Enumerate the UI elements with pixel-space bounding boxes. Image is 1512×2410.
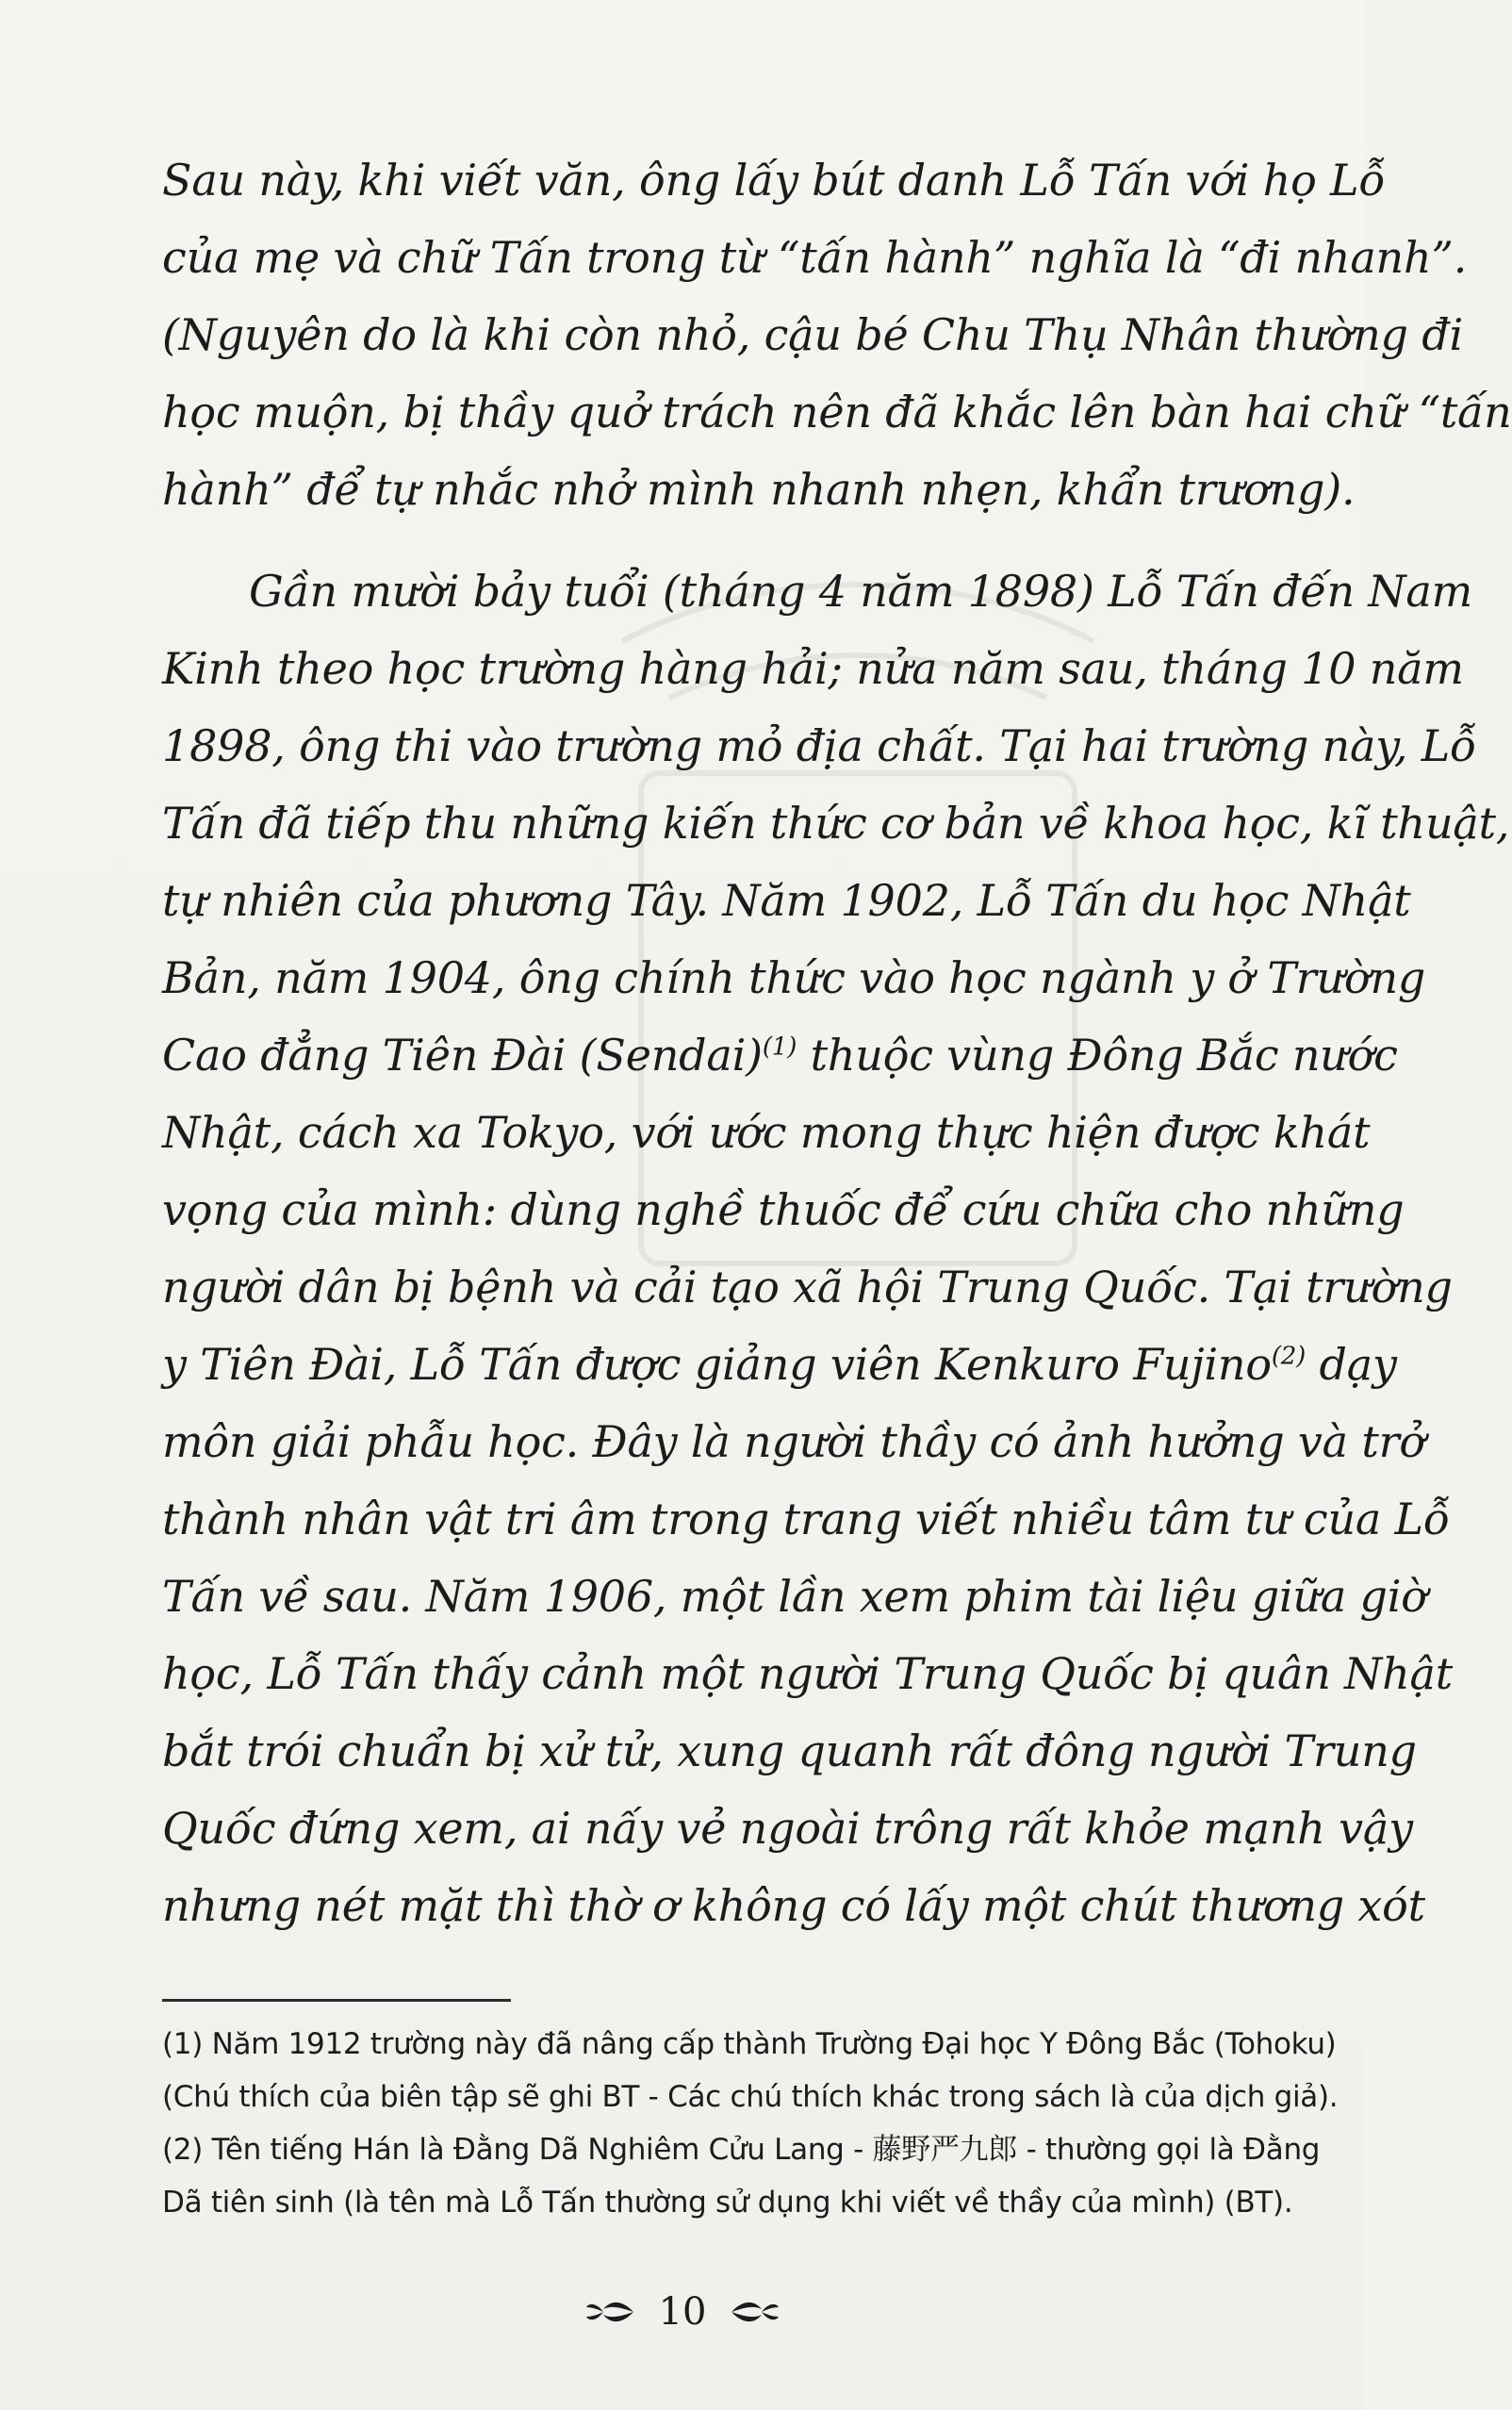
page-number-text: 10 — [658, 2290, 707, 2334]
text-line: học muộn, bị thầy quở trách nên đã khắc lên bàn hai chữ “tấn — [162, 387, 1512, 437]
footnote-line: (1) Năm 1912 trường này đã nâng cấp thành Trường Đại học Y Đông Bắc (Tohoku) — [162, 2027, 1337, 2061]
text-segment: thuộc vùng Đông Bắc nước — [797, 1030, 1398, 1081]
text-line: Bản, năm 1904, ông chính thức vào học ngành y ở Trường — [162, 952, 1426, 1003]
text-segment: y Tiên Đài, Lỗ Tấn được giảng viên Kenkuro Fujino — [162, 1339, 1272, 1390]
text-line: Kinh theo học trường hàng hải; nửa năm sau, tháng 10 năm — [162, 643, 1464, 694]
leaf-ornament-left-icon — [584, 2296, 637, 2328]
text-line: tự nhiên của phương Tây. Năm 1902, Lỗ Tấn du học Nhật — [162, 875, 1411, 926]
text-line: Quốc đứng xem, ai nấy vẻ ngoài trông rất khỏe mạnh vậy — [162, 1803, 1413, 1854]
text-line: vọng của mình: dùng nghề thuốc để cứu chữa cho những — [162, 1184, 1405, 1235]
paragraph-2 — [162, 553, 1510, 1944]
paragraph-gap — [162, 528, 1218, 553]
text-line: Tấn đã tiếp thu những kiến thức cơ bản về khoa học, kĩ thuật, — [162, 798, 1510, 849]
text-line: thành nhân vật tri âm trong trang viết nhiều tâm tư của Lỗ — [162, 1494, 1450, 1544]
footnote-line: (2) Tên tiếng Hán là Đằng Dã Nghiêm Cửu Lang - 藤野严九郎 - thường gọi là Đằng — [162, 2133, 1321, 2167]
text-line: môn giải phẫu học. Đây là người thầy có ảnh hưởng và trở — [162, 1416, 1425, 1467]
footnote-line: (Chú thích của biên tập sẽ ghi BT - Các chú thích khác trong sách là của dịch giả). — [162, 2080, 1339, 2114]
text-line: Nhật, cách xa Tokyo, với ước mong thực hiện được khát — [162, 1107, 1371, 1158]
text-line: Gần mười bảy tuổi (tháng 4 năm 1898) Lỗ Tấn đến Nam — [249, 566, 1473, 617]
text-line: Tấn về sau. Năm 1906, một lần xem phim tài liệu giữa giờ — [162, 1571, 1427, 1622]
footnote-divider — [162, 1999, 511, 2002]
footnote-ref-1[interactable]: (1) — [762, 1032, 797, 1062]
page-number — [0, 2286, 1365, 2335]
text-line-sendai — [162, 1016, 1398, 1094]
text-line: (Nguyên do là khi còn nhỏ, cậu bé Chu Thụ Nhân thường đi — [162, 309, 1463, 360]
body-text — [162, 141, 1512, 1944]
footnotes — [162, 2018, 1339, 2229]
leaf-ornament-right-icon — [728, 2296, 781, 2328]
text-line: nhưng nét mặt thì thờ ơ không có lấy một chút thương xót — [162, 1880, 1425, 1931]
text-line: bắt trói chuẩn bị xử tử, xung quanh rất đông người Trung — [162, 1725, 1417, 1776]
text-line-fujino — [162, 1326, 1397, 1403]
text-line: người dân bị bệnh và cải tạo xã hội Trung Quốc. Tại trường — [162, 1262, 1453, 1312]
text-segment: Cao đẳng Tiên Đài (Sendai) — [162, 1030, 763, 1081]
text-line: Sau này, khi viết văn, ông lấy bút danh Lỗ Tấn với họ Lỗ — [162, 155, 1386, 206]
text-segment: dạy — [1306, 1339, 1397, 1390]
footnote-ref-2[interactable]: (2) — [1271, 1342, 1307, 1371]
footnote-line: Dã tiên sinh (là tên mà Lỗ Tấn thường sử dụng khi viết về thầy của mình) (BT). — [162, 2186, 1293, 2220]
text-line: hành” để tự nhắc nhở mình nhanh nhẹn, khẩn trương). — [162, 464, 1356, 515]
text-line: học, Lỗ Tấn thấy cảnh một người Trung Quốc bị quân Nhật — [162, 1648, 1454, 1699]
text-line: của mẹ và chữ Tấn trong từ “tấn hành” nghĩa là “đi nhanh”. — [162, 232, 1468, 283]
paragraph-1 — [162, 141, 1512, 528]
text-line: 1898, ông thi vào trường mỏ địa chất. Tại hai trường này, Lỗ — [162, 720, 1476, 771]
